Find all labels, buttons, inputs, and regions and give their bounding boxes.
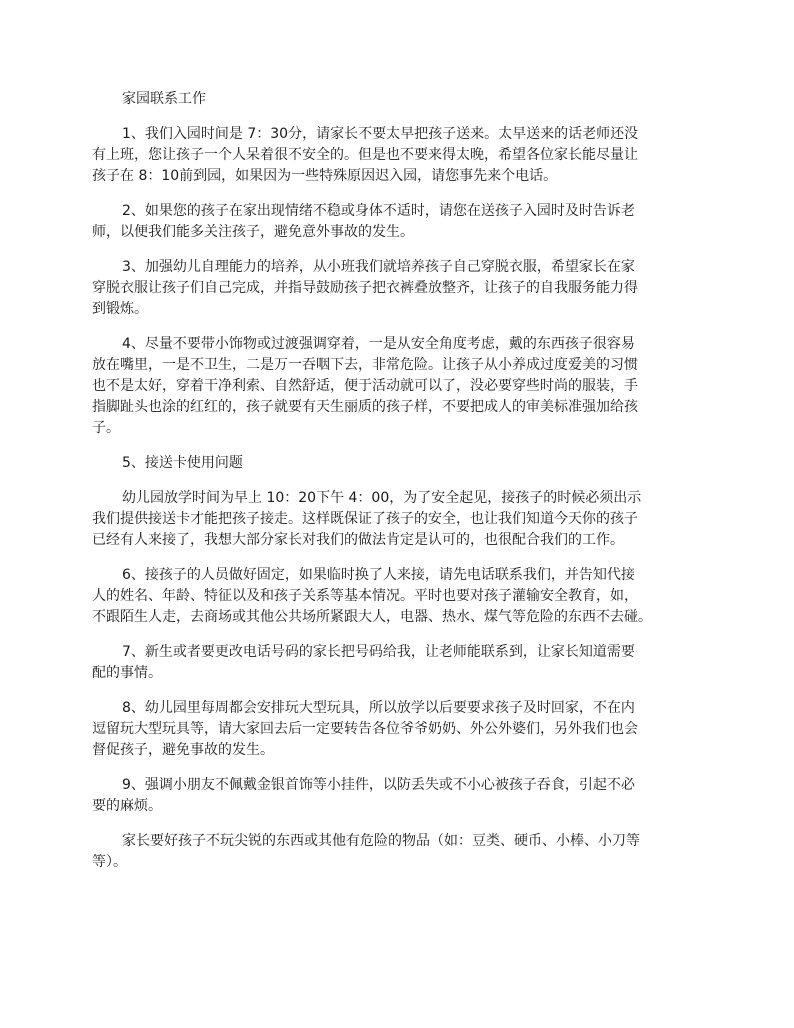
paragraph-dangerous-items: 家长要好孩子不玩尖锐的东西或其他有危险的物品（如：豆类、硬币、小棒、小刀等 等）。 <box>92 833 640 870</box>
paragraph-arrival-time: 1、我们入园时间是 7：30分，请家长不要太早把孩子送来。太早送来的话老师还没 有上班，您让孩子一个人呆着很不安全的。但是也不要来得太晚，希望各位家长能尽量让 孩子在 8：10前到园，如果因为一些特殊原因迟入园，请您事先来个电话。 <box>92 126 639 184</box>
page-title: 家园联系工作 <box>122 91 206 107</box>
paragraph-self-care: 3、加强幼儿自理能力的培养，从小班我们就培养孩子自己穿脱衣服，希望家长在家 穿脱衣服让孩子们自己完成，并指导鼓励孩子把衣裤叠放整齐，让孩子的自我服务能力得 到锻炼。 <box>92 259 638 317</box>
paragraph-pickup-card-details: 幼儿园放学时间为早上 10：20下午 4：00，为了安全起见，接孩子的时候必须出示 我们提供接送卡才能把孩子接走。这样既保证了孩子的安全，也让我们知道今天你的孩子 已经有人来接了，我想大部分家长对我们的做法肯定是认可的，也很配合我们的工作。 <box>92 490 642 548</box>
paragraph-health-notice: 2、如果您的孩子在家出现情绪不稳或身体不适时，请您在送孩子入园时及时告诉老 师，以便我们能多关注孩子，避免意外事故的发生。 <box>92 203 635 240</box>
paragraph-large-toys: 8、幼儿园里每周都会安排玩大型玩具，所以放学以后要要求孩子及时回家，不在内 逗留玩大型玩具等，请大家回去后一定要转告各位爷爷奶奶、外公外婆们，另外我们也会 督促孩子，避免事故的发生。 <box>92 700 638 758</box>
document-page <box>92 89 712 873</box>
paragraph-pickup-person: 6、接孩子的人员做好固定，如果临时换了人来接，请先电话联系我们，并告知代接 人的姓名、年龄、特征以及和孩子关系等基本情况。平时也要对孩子灌输安全教育，如， 不跟陌生人走，去商场或其他公共场所紧跟大人，电器、热水、煤气等危险的东西不去碰。 <box>92 567 652 625</box>
paragraph-accessories: 4、尽量不要带小饰物或过渡强调穿着，一是从安全角度考虑，戴的东西孩子很容易 放在嘴里，一是不卫生，二是万一吞咽下去，非常危险。让孩子从小养成过度爱美的习惯 也不是太好，穿着干净利索、自然舒适，便于活动就可以了，没必要穿些时尚的服装，手 指脚趾头也涂的红红的，孩子就要有天生丽质的孩子样，不要把成人的审美标准强加给孩 子。 <box>92 336 638 436</box>
paragraph-phone-number: 7、新生或者要更改电话号码的家长把号码给我，让老师能联系到，让家长知道需要 配的事情。 <box>92 644 635 681</box>
paragraph-pickup-card-heading: 5、接送卡使用问题 <box>122 455 243 471</box>
paragraph-jewelry: 9、强调小朋友不佩戴金银首饰等小挂件，以防丢失或不小心被孩子吞食，引起不必 要的麻烦。 <box>92 777 635 814</box>
